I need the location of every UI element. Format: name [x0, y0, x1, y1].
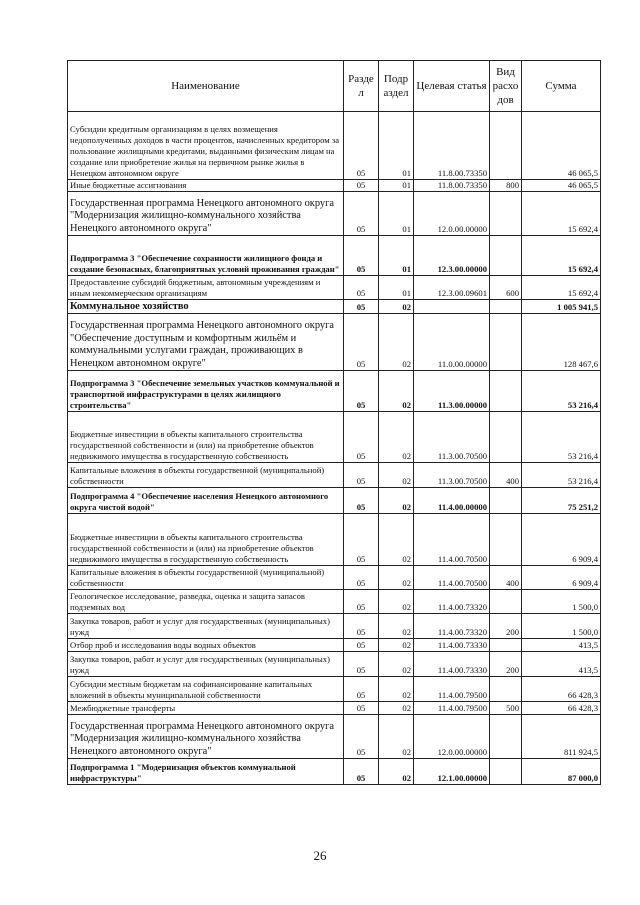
table-row: [68, 715, 601, 759]
row-target: 11.4.00.70500: [414, 514, 490, 566]
row-expense-type: [490, 236, 522, 276]
row-name: Закупка товаров, работ и услуг для государственных (муниципальных) нужд: [68, 614, 344, 639]
row-subsection: 02: [379, 566, 414, 590]
row-section: 05: [344, 590, 379, 614]
row-target: 11.8.00.73350: [414, 180, 490, 192]
table-row: [68, 276, 601, 300]
table-row: [68, 488, 601, 514]
row-target: 11.4.00.73320: [414, 614, 490, 639]
row-subsection: 02: [379, 488, 414, 514]
table-row: [68, 192, 601, 236]
table-row: [68, 300, 601, 314]
table-row: [68, 639, 601, 652]
row-name: Коммунальное хозяйство: [68, 300, 344, 314]
row-name: Бюджетные инвестиции в объекты капитального строительства государственной собственности и (или) на приобретение объектов недвижимого имущества в государственную собственность: [68, 412, 344, 463]
row-expense-type: [490, 314, 522, 371]
row-subsection: 01: [379, 236, 414, 276]
table-row: [68, 677, 601, 702]
row-name: Подпрограмма 3 "Обеспечение земельных участков коммунальной и транспортной инфраструктурами в целях жилищного строительства": [68, 371, 344, 412]
row-subsection: 02: [379, 759, 414, 785]
row-sum: 15 692,4: [522, 192, 601, 236]
row-sum: 128 467,6: [522, 314, 601, 371]
row-subsection: 01: [379, 112, 414, 180]
table-row: [68, 463, 601, 488]
row-subsection: 02: [379, 300, 414, 314]
row-name: Межбюджетные трансферты: [68, 702, 344, 715]
row-subsection: 01: [379, 180, 414, 192]
row-name: Предоставление субсидий бюджетным, автономным учреждениям и иным некоммерческим организациям: [68, 276, 344, 300]
row-target: 11.4.00.70500: [414, 566, 490, 590]
header-expense-type: Вид расхо дов: [490, 61, 522, 112]
row-sum: 46 065,5: [522, 180, 601, 192]
table-row: [68, 236, 601, 276]
table-header-row: [68, 61, 601, 112]
row-name: Капитальные вложения в объекты государственной (муниципальной) собственности: [68, 566, 344, 590]
row-target: 12.0.00.00000: [414, 715, 490, 759]
row-expense-type: [490, 677, 522, 702]
row-name: Отбор проб и исследования воды водных объектов: [68, 639, 344, 652]
row-expense-type: [490, 488, 522, 514]
row-sum: 66 428,3: [522, 702, 601, 715]
row-target: 11.4.00.73330: [414, 652, 490, 677]
row-sum: 1 005 941,5: [522, 300, 601, 314]
row-section: 05: [344, 702, 379, 715]
row-subsection: 02: [379, 590, 414, 614]
row-target: 11.8.00.73350: [414, 112, 490, 180]
row-expense-type: 400: [490, 566, 522, 590]
row-subsection: 01: [379, 276, 414, 300]
row-expense-type: 600: [490, 276, 522, 300]
row-sum: 413,5: [522, 652, 601, 677]
row-name: Государственная программа Ненецкого автономного округа "Модернизация жилищно-коммунального хозяйства Ненецкого автономного округа": [68, 192, 344, 236]
row-sum: 75 251,2: [522, 488, 601, 514]
row-section: 05: [344, 759, 379, 785]
row-name: Государственная программа Ненецкого автономного округа "Обеспечение доступным и комфортным жильём и коммунальными услугами граждан, проживающих в Ненецком автономном округе": [68, 314, 344, 371]
row-target: 12.3.00.00000: [414, 236, 490, 276]
row-sum: 1 500,0: [522, 590, 601, 614]
row-expense-type: [490, 412, 522, 463]
row-name: Подпрограмма 4 "Обеспечение населения Ненецкого автономного округа чистой водой": [68, 488, 344, 514]
row-target: 12.3.00.09601: [414, 276, 490, 300]
table-row: [68, 112, 601, 180]
row-name: Капитальные вложения в объекты государственной (муниципальной) собственности: [68, 463, 344, 488]
row-subsection: 02: [379, 677, 414, 702]
row-expense-type: [490, 590, 522, 614]
row-section: 05: [344, 652, 379, 677]
table-row: [68, 314, 601, 371]
row-subsection: 02: [379, 371, 414, 412]
row-target: 12.1.00.00000: [414, 759, 490, 785]
row-subsection: 02: [379, 652, 414, 677]
row-subsection: 01: [379, 192, 414, 236]
row-expense-type: [490, 715, 522, 759]
row-section: 05: [344, 180, 379, 192]
table-row: [68, 759, 601, 785]
row-section: 05: [344, 566, 379, 590]
row-expense-type: [490, 514, 522, 566]
row-subsection: 02: [379, 715, 414, 759]
row-section: 05: [344, 488, 379, 514]
row-expense-type: [490, 759, 522, 785]
row-expense-type: [490, 300, 522, 314]
row-sum: 46 065,5: [522, 112, 601, 180]
row-sum: 66 428,3: [522, 677, 601, 702]
header-section: Разде л: [344, 61, 379, 112]
row-target: 11.3.00.70500: [414, 412, 490, 463]
header-subsection: Подр аздел: [379, 61, 414, 112]
row-section: 05: [344, 639, 379, 652]
row-target: 11.4.00.73330: [414, 639, 490, 652]
row-name: Закупка товаров, работ и услуг для государственных (муниципальных) нужд: [68, 652, 344, 677]
row-expense-type: 500: [490, 702, 522, 715]
row-target: 11.4.00.00000: [414, 488, 490, 514]
page-number: 26: [313, 848, 327, 863]
row-name: Подпрограмма 3 "Обеспечение сохранности жилищного фонда и создание безопасных, благоприятных условий проживания граждан": [68, 236, 344, 276]
row-target: 11.4.00.79500: [414, 677, 490, 702]
table-row: [68, 180, 601, 192]
row-section: 05: [344, 412, 379, 463]
row-expense-type: [490, 371, 522, 412]
row-section: 05: [344, 614, 379, 639]
row-section: 05: [344, 236, 379, 276]
row-section: 05: [344, 677, 379, 702]
row-sum: 53 216,4: [522, 463, 601, 488]
row-expense-type: 400: [490, 463, 522, 488]
row-sum: 15 692,4: [522, 236, 601, 276]
row-name: Государственная программа Ненецкого автономного округа "Модернизация жилищно-коммунального хозяйства Ненецкого автономного округа": [68, 715, 344, 759]
row-target: 11.0.00.00000: [414, 314, 490, 371]
row-subsection: 02: [379, 314, 414, 371]
row-sum: 811 924,5: [522, 715, 601, 759]
row-section: 05: [344, 514, 379, 566]
row-expense-type: 200: [490, 652, 522, 677]
row-expense-type: 200: [490, 614, 522, 639]
row-name: Субсидии местным бюджетам на софинансирование капитальных вложений в объекты муниципальной собственности: [68, 677, 344, 702]
row-subsection: 02: [379, 614, 414, 639]
header-target: Целевая статья: [414, 61, 490, 112]
row-sum: 87 000,0: [522, 759, 601, 785]
row-subsection: 02: [379, 463, 414, 488]
row-section: 05: [344, 314, 379, 371]
row-target: [414, 300, 490, 314]
row-sum: 15 692,4: [522, 276, 601, 300]
header-name: Наименование: [68, 61, 344, 112]
row-target: 12.0.00.00000: [414, 192, 490, 236]
row-section: 05: [344, 192, 379, 236]
row-section: 05: [344, 276, 379, 300]
table-row: [68, 371, 601, 412]
row-sum: 53 216,4: [522, 412, 601, 463]
budget-table: [67, 60, 601, 785]
table-row: [68, 702, 601, 715]
row-subsection: 02: [379, 639, 414, 652]
row-expense-type: [490, 112, 522, 180]
row-subsection: 02: [379, 412, 414, 463]
row-target: 11.3.00.00000: [414, 371, 490, 412]
row-section: 05: [344, 463, 379, 488]
row-sum: 6 909,4: [522, 514, 601, 566]
row-name: Иные бюджетные ассигнования: [68, 180, 344, 192]
row-subsection: 02: [379, 514, 414, 566]
row-section: 05: [344, 715, 379, 759]
row-target: 11.4.00.79500: [414, 702, 490, 715]
table-row: [68, 652, 601, 677]
row-target: 11.3.00.70500: [414, 463, 490, 488]
row-sum: 413,5: [522, 639, 601, 652]
header-sum: Сумма: [522, 61, 601, 112]
row-expense-type: 800: [490, 180, 522, 192]
row-section: 05: [344, 371, 379, 412]
table-row: [68, 590, 601, 614]
row-expense-type: [490, 639, 522, 652]
row-name: Подпрограмма 1 "Модернизация объектов коммунальной инфраструктуры": [68, 759, 344, 785]
table-row: [68, 614, 601, 639]
row-section: 05: [344, 112, 379, 180]
row-expense-type: [490, 192, 522, 236]
row-section: 05: [344, 300, 379, 314]
table-row: [68, 514, 601, 566]
row-name: Субсидии кредитным организациям в целях возмещения недополученных доходов в части процентов, начисленных кредитором за пользование жилищными кредитами, выданными физическим лицам на создание или приобретение жилья на первичном рынке жилья в Ненецком автономном округе: [68, 112, 344, 180]
row-sum: 6 909,4: [522, 566, 601, 590]
row-sum: 53 216,4: [522, 371, 601, 412]
row-sum: 1 500,0: [522, 614, 601, 639]
row-subsection: 02: [379, 702, 414, 715]
row-name: Геологическое исследование, разведка, оценка и защита запасов подземных вод: [68, 590, 344, 614]
table-row: [68, 412, 601, 463]
row-name: Бюджетные инвестиции в объекты капитального строительства государственной собственности и (или) на приобретение объектов недвижимого имущества в государственную собственность: [68, 514, 344, 566]
row-target: 11.4.00.73320: [414, 590, 490, 614]
table-row: [68, 566, 601, 590]
